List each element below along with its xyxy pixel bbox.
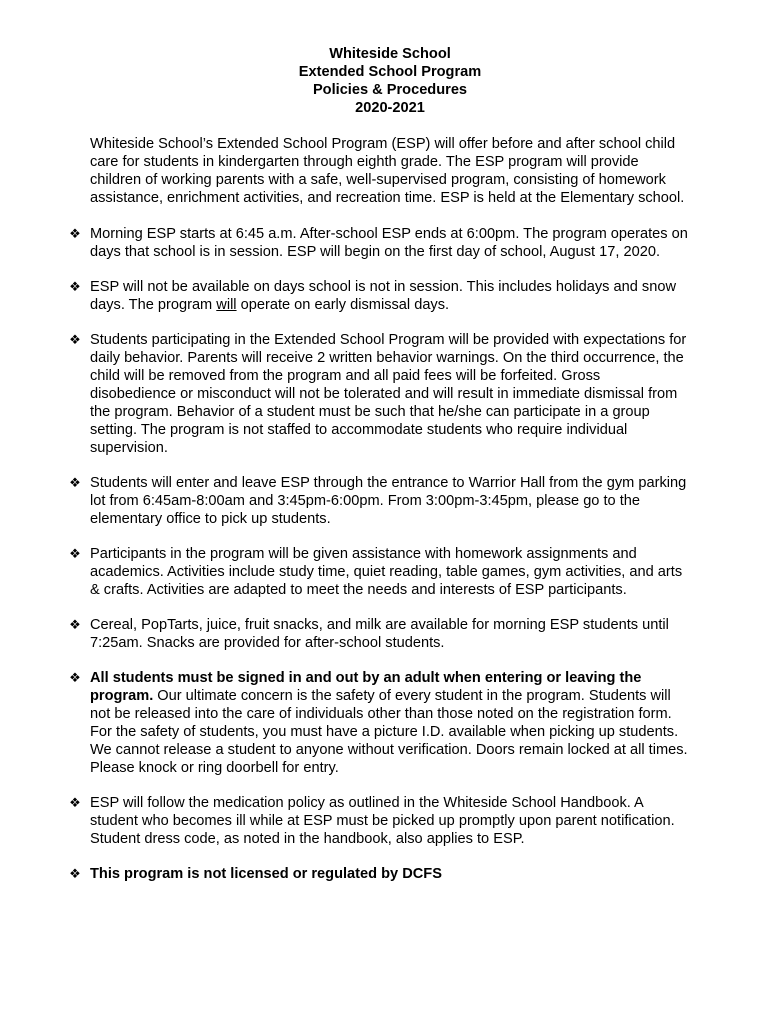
four-diamond-bullet-icon: ❖	[69, 226, 81, 241]
four-diamond-bullet-icon: ❖	[69, 279, 81, 294]
document-page	[69, 45, 690, 900]
intro-paragraph: Whiteside School’s Extended School Program (ESP) will offer before and after school child care for students in kindergarten through eighth grade. The ESP program will provide children of working parents with a safe, well-supervised program, consisting of homework assistance, enrichment activities, and recreation time. ESP is held at the Elementary school.	[90, 136, 685, 206]
four-diamond-bullet-icon: ❖	[69, 866, 81, 881]
policy-snacks-text: Cereal, PopTarts, juice, fruit snacks, and milk are available for morning ESP students until 7:25am. Snacks are provided for after-school students.	[90, 617, 669, 651]
policy-behavior	[69, 331, 690, 457]
four-diamond-bullet-icon: ❖	[69, 670, 81, 685]
four-diamond-bullet-icon: ❖	[69, 617, 81, 632]
policy-homework-text: Participants in the program will be given assistance with homework assignments and academics. Activities include study time, quiet reading, table games, gym activities, and arts & crafts. Activities are adapted to meet the needs and interests of ESP participants.	[90, 546, 683, 598]
policy-availability-emphasis: will	[216, 297, 237, 313]
policy-availability	[69, 278, 690, 314]
policy-sign-in-text: Our ultimate concern is the safety of every student in the program. Students will not be released into the care of individuals other than those noted on the registration form. For the safety of students, you must have a picture I.D. available when picking up students. We cannot release a student to anyone without verification. Doors remain locked at all times. Please knock or ring doorbell for entry.	[90, 688, 688, 776]
four-diamond-bullet-icon: ❖	[69, 332, 81, 347]
four-diamond-bullet-icon: ❖	[69, 795, 81, 810]
policy-entrance	[69, 474, 690, 528]
policy-sign-in	[69, 669, 690, 777]
policy-availability-text-1: ESP will not be available on days school is not in session. This includes holidays and snow days. The program	[90, 279, 676, 313]
policy-medication-text: ESP will follow the medication policy as outlined in the Whiteside School Handbook. A student who becomes ill while at ESP must be picked up promptly upon parent notification. Student dress code, as noted in the handbook, also applies to ESP.	[90, 795, 675, 847]
four-diamond-bullet-icon: ❖	[69, 475, 81, 490]
policy-availability-text-2: operate on early dismissal days.	[236, 297, 450, 313]
policy-hours	[69, 225, 690, 261]
policy-sign-in-bold: All students must be signed in and out by an adult when entering or leaving the program.	[90, 670, 642, 704]
policy-entrance-text: Students will enter and leave ESP through the entrance to Warrior Hall from the gym parking lot from 6:45am-8:00am and 3:45pm-6:00pm. From 3:00pm-3:45pm, please go to the elementary office to pick up students.	[90, 475, 687, 527]
policy-list	[69, 225, 690, 883]
school-name: Whiteside School	[329, 46, 451, 62]
policy-homework	[69, 545, 690, 599]
document-header	[90, 45, 690, 117]
policy-snacks	[69, 616, 690, 652]
four-diamond-bullet-icon: ❖	[69, 546, 81, 561]
school-year: 2020-2021	[355, 100, 425, 116]
policy-hours-text: Morning ESP starts at 6:45 a.m. After-school ESP ends at 6:00pm. The program operates on days that school is in session. ESP will begin on the first day of school, August 17, 2020.	[90, 226, 688, 260]
policy-license-text: This program is not licensed or regulated by DCFS	[90, 866, 442, 882]
policy-license	[69, 865, 690, 883]
policy-behavior-text: Students participating in the Extended School Program will be provided with expectations for daily behavior. Parents will receive 2 written behavior warnings. On the third occurrence, the child will be removed from the program and all paid fees will be forfeited. Gross disobedience or misconduct will not be tolerated and will result in immediate dismissal from the program. Behavior of a student must be such that he/she can participate in a group setting. The program is not staffed to accommodate students who require individual supervision.	[90, 332, 687, 456]
document-title: Policies & Procedures	[312, 82, 468, 98]
policy-medication	[69, 794, 690, 848]
program-name: Extended School Program	[298, 64, 482, 80]
